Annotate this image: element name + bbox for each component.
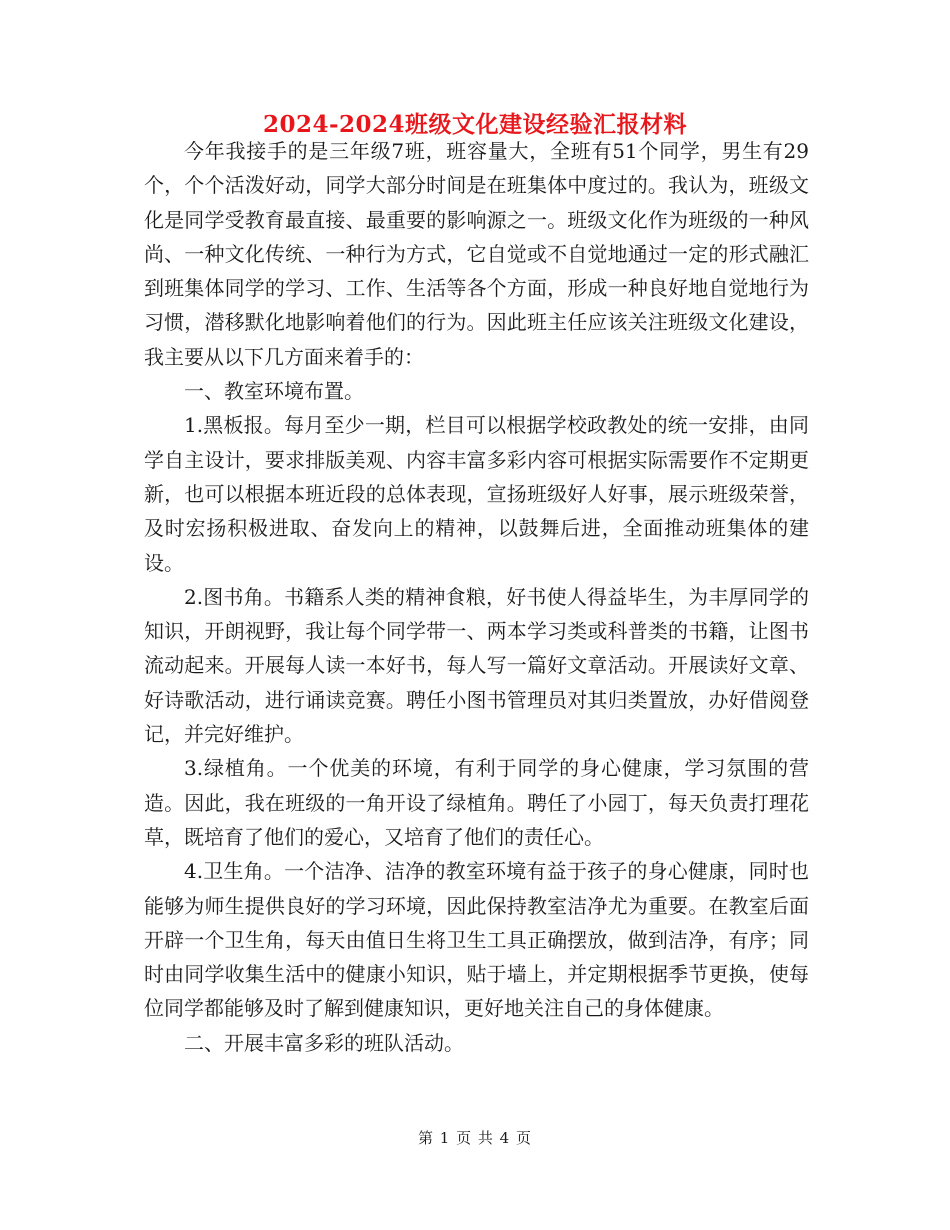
paragraph-hygiene-corner: 4.卫生角。一个洁净、洁净的教室环境有益于孩子的身心健康，同时也能够为师生提供良好的学习环境，因此保持教室洁净尤为重要。在教室后面开辟一个卫生角，每天由值日生将卫生工具正确摆放，做到洁净，有序；同时由同学收集生活中的健康小知识，贴于墙上，并定期根据季节更换，使每位同学都能够及时了解到健康知识，更好地关注自己的身体健康。 — [144, 859, 809, 1021]
page-footer: 第 1 页 共 4 页 — [418, 1129, 532, 1147]
section-heading-classroom-environment: 一、教室环境布置。 — [184, 379, 364, 404]
paragraph-book-corner: 2.图书角。书籍系人类的精神食粮，好书使人得益毕生，为丰厚同学的知识，开朗视野，我让每个同学带一、两本学习类或科普类的书籍，让图书流动起来。开展每人读一本好书，每人写一篇好文章活动。开展读好文章、好诗歌活动，进行诵读竞赛。聘任小图书管理员对其归类置放，办好借阅登记，并完好维护。 — [144, 584, 809, 747]
paragraph-green-plant-corner: 3.绿植角。一个优美的环境，有利于同学的身心健康，学习氛围的营造。因此，我在班级的一角开设了绿植角。聘任了小园丁，每天负责打理花草，既培育了他们的爱心，又培育了他们的责任心。 — [144, 756, 809, 849]
section-heading-class-activities: 二、开展丰富多彩的班队活动。 — [184, 1030, 464, 1055]
document-body — [144, 134, 809, 1060]
document-title: 2024-2024班级文化建设经验汇报材料 — [262, 111, 688, 138]
paragraph-intro: 今年我接手的是三年级7班，班容量大，全班有51个同学，男生有29个，个个活泼好动，同学大部分时间是在班集体中度过的。我认为，班级文化是同学受教育最直接、最重要的影响源之一。班级文化作为班级的一种风尚、一种文化传统、一种行为方式，它自觉或不自觉地通过一定的形式融汇到班集体同学的学习、工作、生活等各个方面，形成一种良好地自觉地行为习惯，潜移默化地影响着他们的行为。因此班主任应该关注班级文化建设，我主要从以下几方面来着手的： — [144, 139, 809, 369]
paragraph-blackboard: 1.黑板报。每月至少一期，栏目可以根据学校政教处的统一安排，由同学自主设计，要求排版美观、内容丰富多彩内容可根据实际需要作不定期更新，也可以根据本班近段的总体表现，宣扬班级好人好事，展示班级荣誉，及时宏扬积极进取、奋发向上的精神，以鼓舞后进，全面推动班集体的建设。 — [144, 413, 809, 575]
